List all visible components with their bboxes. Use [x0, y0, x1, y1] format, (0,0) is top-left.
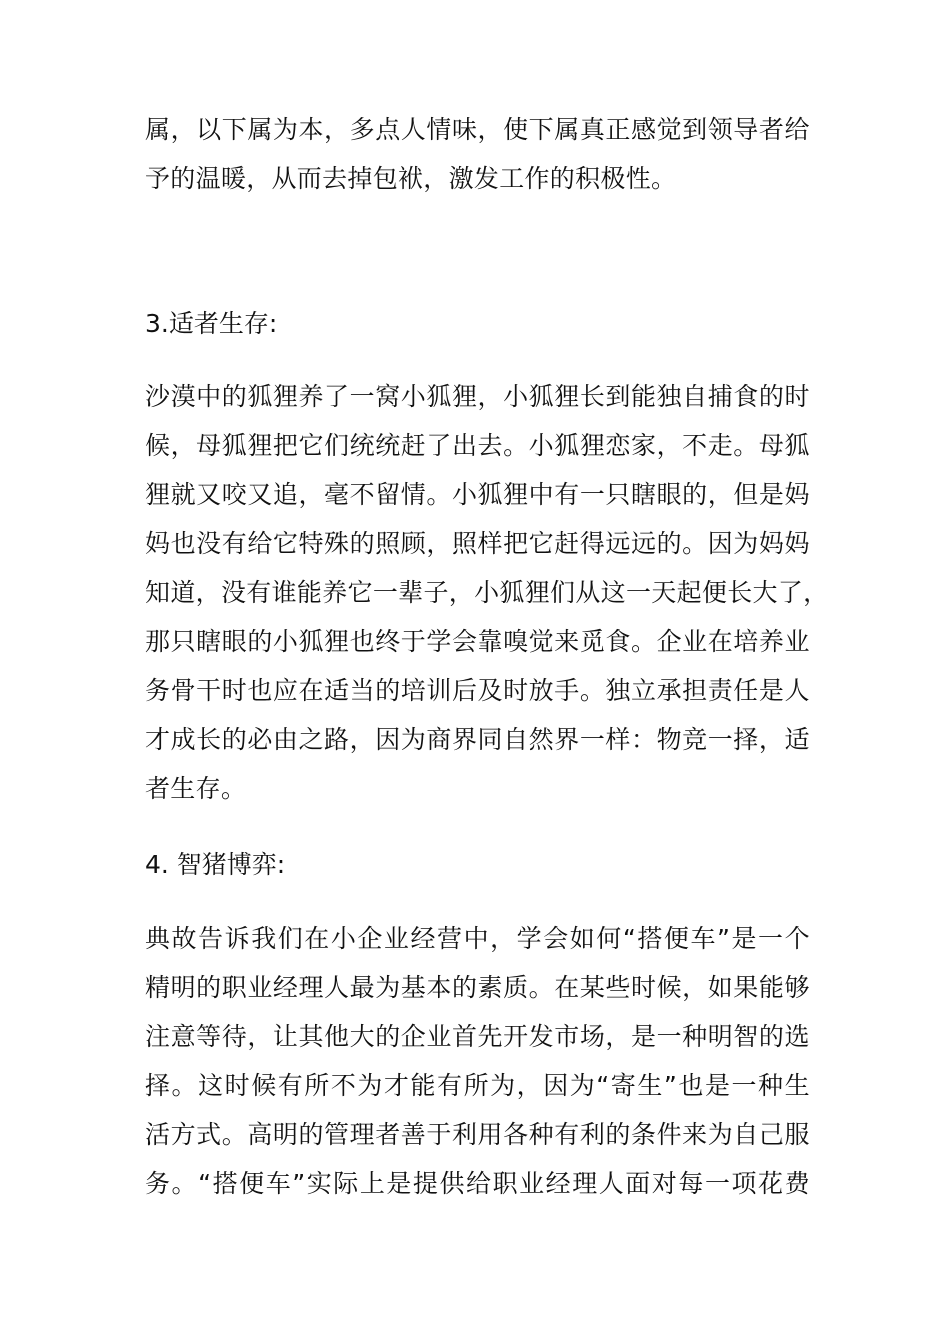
paragraph-line: 属 ， 以 下 属 为 本 ， 多 点 人 情 味 ， 使 下 属 真 正 感 觉 到 领 导 者 给 — [145, 115, 810, 144]
paragraph-line: 知 道 ， 没 有 谁 能 养 它 一 辈 子 ， 小 狐 狸 们 从 这 一 天 起 便 长 大 了 ， — [145, 578, 829, 607]
paragraph-line: 狸 就 又 咬 又 追 ， 毫 不 留 情 。 小 狐 狸 中 有 一 只 瞎 眼 的 ， 但 是 妈 — [145, 480, 810, 509]
paragraph-line: 沙 漠 中 的 狐 狸 养 了 一 窝 小 狐 狸 ， 小 狐 狸 长 到 能 独 自 捕 食 的 时 — [145, 382, 810, 411]
paragraph-line: 候 ， 母 狐 狸 把 它 们 统 统 赶 了 出 去 。 小 狐 狸 恋 家 ， 不 走 。 母 狐 — [145, 431, 810, 460]
paragraph-line: 才 成 长 的 必 由 之 路 ， 因 为 商 界 同 自 然 界 一 样 ： 物 竞 一 择 ， 适 — [145, 725, 810, 754]
paragraph-line: 注 意 等 待 ， 让 其 他 大 的 企 业 首 先 开 发 市 场 ， 是 一 种 明 智 的 选 — [145, 1022, 810, 1051]
paragraph-line: 予的温暖，从而去掉包袱，激发工作的积极性。 — [145, 164, 677, 193]
section-heading-survival-of-fittest: 3.适者生存: — [145, 309, 278, 338]
paragraph-leadership-warmth — [145, 105, 810, 203]
paragraph-fox-story — [145, 372, 829, 813]
paragraph-line: 典 故 告 诉 我 们 在 小 企 业 经 营 中 ， 学 会 如 何 “ 搭 便 车 ” 是 一 个 — [145, 924, 810, 953]
paragraph-line: 活 方 式 。 高 明 的 管 理 者 善 于 利 用 各 种 有 利 的 条 件 来 为 自 己 服 — [145, 1120, 810, 1149]
paragraph-line: 择 。 这 时 候 有 所 不 为 才 能 有 所 为 ， 因 为 “ 寄 生 ” 也 是 一 种 生 — [145, 1071, 810, 1100]
paragraph-free-rider — [145, 914, 810, 1208]
paragraph-line: 妈 也 没 有 给 它 特 殊 的 照 顾 ， 照 样 把 它 赶 得 远 远 的 。 因 为 妈 妈 — [145, 529, 810, 558]
paragraph-line: 那 只 瞎 眼 的 小 狐 狸 也 终 于 学 会 靠 嗅 觉 来 觅 食 。 企 业 在 培 养 业 — [145, 627, 810, 656]
paragraph-line: 务 。 “ 搭 便 车 ” 实 际 上 是 提 供 给 职 业 经 理 人 面 对 每 一 项 花 费 — [145, 1169, 810, 1198]
paragraph-line: 务 骨 干 时 也 应 在 适 当 的 培 训 后 及 时 放 手 。 独 立 承 担 责 任 是 人 — [145, 676, 810, 705]
paragraph-line: 精 明 的 职 业 经 理 人 最 为 基 本 的 素 质 。 在 某 些 时 候 ， 如 果 能 够 — [145, 973, 810, 1002]
section-heading-boxed-pigs-game: 4. 智猪博弈: — [145, 850, 286, 879]
paragraph-line: 者生存。 — [145, 774, 247, 803]
